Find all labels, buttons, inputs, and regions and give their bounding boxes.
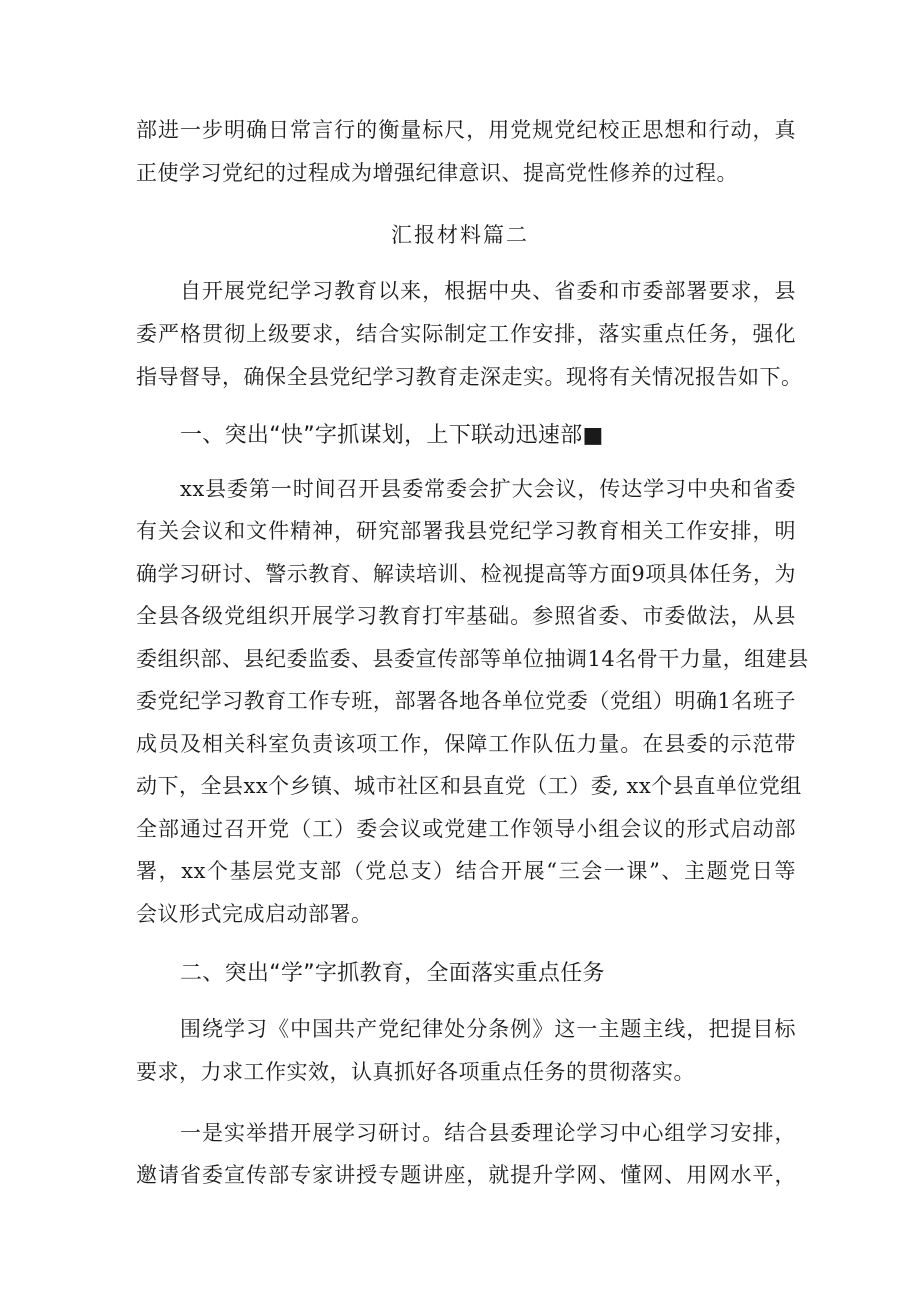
intro-line-2: 正使学习党纪的过程成为增强纪律意识、提高党性修养的过程。 [136, 161, 738, 185]
para3-line-1: 围绕学习《中国共产党纪律处分条例》这一主题主线，把提目标 [180, 1017, 796, 1041]
para2-line-6: 委党纪学习教育工作专班，部署各地各单位党委（党组）明确1名班子 [136, 689, 796, 713]
para2-line-10: 署，xx个基层党支部（党总支）结合开展“三会一课”、主题党日等 [136, 859, 796, 883]
para4-line-2: 邀请省委宣传部专家讲授专题讲座，就提升学网、懂网、用网水平， [136, 1163, 796, 1187]
para2-line-8: 动下，全县xx个乡镇、城市社区和县直党（工）委, xx个县直单位党组 [136, 774, 802, 798]
heading-2: 二、突出“学”字抓教育，全面落实重点任务 [180, 961, 605, 986]
para2-line-2: 有关会议和文件精神，研究部署我县党纪学习教育相关工作安排，明 [136, 519, 796, 543]
para1-line-2: 委严格贯彻上级要求，结合实际制定工作安排，落实重点任务，强化 [136, 322, 796, 346]
para2-line-9: 全部通过召开党（工）委会议或党建工作领导小组会议的形式启动部 [136, 817, 796, 841]
para2-line-5: 委组织部、县纪委监委、县委宣传部等单位抽调14名骨干力量，组建县 [136, 647, 809, 671]
para1-line-3: 指导督导，确保全县党纪学习教育走深走实。现将有关情况报告如下。 [136, 365, 803, 389]
para3-line-2: 要求，力求工作实效，认真抓好各项重点任务的贯彻落实。 [136, 1060, 695, 1084]
section-title: 汇报材料篇二 [391, 223, 529, 247]
para4-line-1: 一是实举措开展学习研讨。结合县委理论学习中心组学习安排， [180, 1121, 796, 1145]
intro-line-1: 部进一步明确日常言行的衡量标尺，用党规党纪校正思想和行动，真 [136, 118, 796, 142]
para1-line-1: 自开展党纪学习教育以来，根据中央、省委和市委部署要求，县 [180, 279, 796, 303]
para2-line-1: xx县委第一时间召开县委常委会扩大会议，传达学习中央和省委 [180, 477, 796, 501]
para2-line-3: 确学习研讨、警示教育、解读培训、检视提高等方面9项具体任务，为 [136, 562, 796, 586]
heading-1: 一、突出“快”字抓谋划，上下联动迅速部■ [180, 423, 604, 448]
para2-line-11: 会议形式完成启动部署。 [136, 902, 373, 926]
para2-line-7: 成员及相关科室负责该项工作，保障工作队伍力量。在县委的示范带 [136, 732, 796, 756]
para2-line-4: 全县各级党组织开展学习教育打牢基础。参照省委、市委做法，从县 [136, 604, 796, 628]
